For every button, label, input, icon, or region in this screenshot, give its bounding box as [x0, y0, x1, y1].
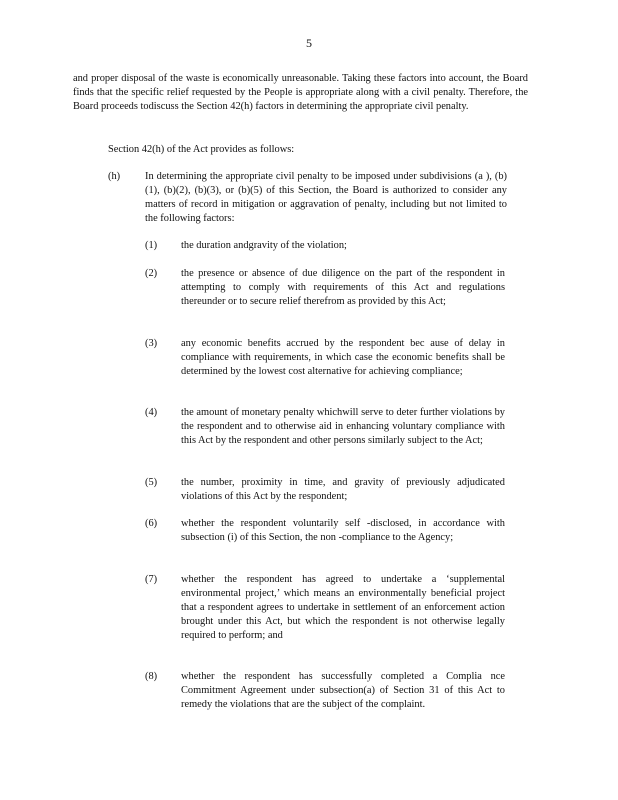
factor-text-7: whether the respondent has agreed to undertake a ‘supplemental environmental project,’ which means an environmentally beneficial project that a respondent agrees to undertake in settlement of an enforcement action brought under this Act, but which the respondent is not otherwise legally required to perform; and	[181, 574, 505, 641]
factor-text-3: any economic benefits accrued by the respondent bec ause of delay in compliance with requirements, in which case the economic benefits shall be determined by the lowest cost alternative for achieving compliance;	[181, 338, 505, 377]
factor-text-8: whether the respondent has successfully completed a Complia nce Commitment Agreement under subsection(a) of Section 31 of this Act to remedy the violations that are the subject of the complaint.	[181, 671, 505, 710]
subsection-label: (h)	[108, 171, 121, 182]
subsection-text: In determining the appropriate civil penalty to be imposed under subdivisions (a ), (b)(1), (b)(2), (b)(3), or (b)(5) of this Section, the Board is authorized to consider any matters of record in mitigation or aggravation of penalty, including but not limited to the following factors:	[145, 171, 507, 224]
factor-text-5: the number, proximity in time, and gravity of previously adjudicated violations of this Act by the respondent;	[181, 477, 505, 502]
factor-number-5: (5)	[145, 477, 158, 488]
factor-number-7: (7)	[145, 574, 158, 585]
factor-text-2: the presence or absence of due diligence on the part of the respondent in attempting to comply with requirements of this Act and regulations thereunder or to secure relief therefrom as provided by this Act;	[181, 268, 505, 307]
factor-text-1: the duration andgravity of the violation;	[181, 240, 347, 251]
factor-number-3: (3)	[145, 338, 158, 349]
page-number: 5	[306, 36, 312, 50]
factor-text-6: whether the respondent voluntarily self -disclosed, in accordance with subsection (i) of this Section, the non -compliance to the Agency;	[181, 518, 505, 543]
factor-number-6: (6)	[145, 518, 158, 529]
factor-number-1: (1)	[145, 240, 158, 251]
intro-paragraph: and proper disposal of the waste is economically unreasonable. Taking these factors into account, the Board finds that the specific relief requested by the People is appropriate along with a civil penalty. Therefore, the Board proceeds todiscuss the Section 42(h) factors in determining the appropriate civil penalty.	[73, 73, 528, 112]
factor-number-8: (8)	[145, 671, 158, 682]
factor-text-4: the amount of monetary penalty whichwill serve to deter further violations by the respondent and to otherwise aid in enhancing voluntary compliance with this Act by the respondent and other persons similarly subject to the Act;	[181, 407, 505, 446]
factor-number-2: (2)	[145, 268, 158, 279]
section-lead-in: Section 42(h) of the Act provides as follows:	[108, 144, 295, 155]
factor-number-4: (4)	[145, 407, 158, 418]
